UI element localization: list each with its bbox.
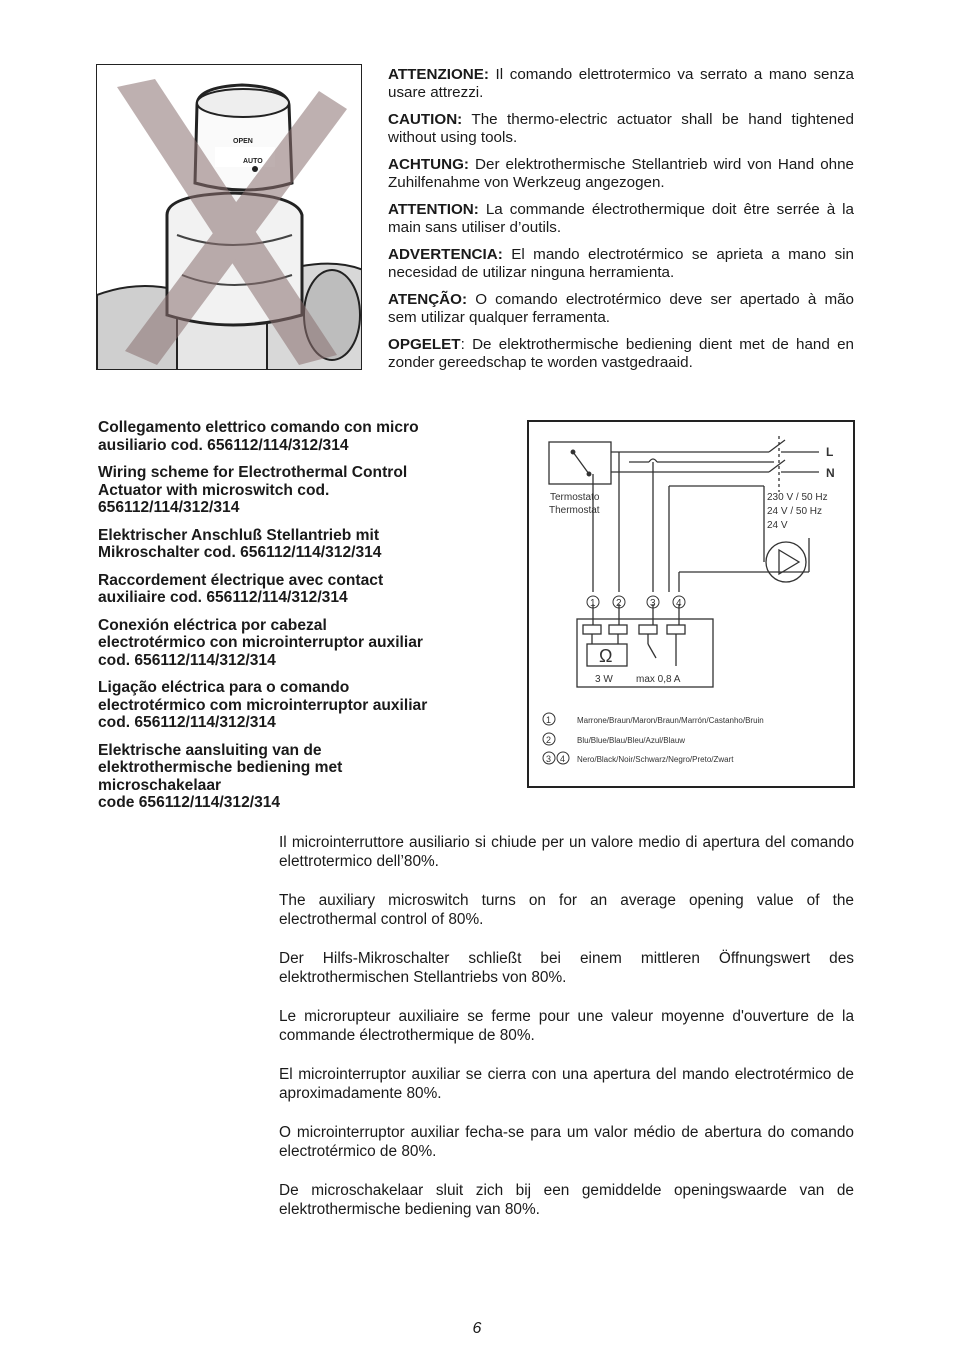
legend-marker-2: 2 (546, 735, 552, 745)
note-pt: O microinterruptor auxiliar fecha-se para um valor médio de abertura do comando electrotérmico de 80%. (279, 1124, 854, 1160)
warning-de: ACHTUNG: Der elektrothermische Stellantrieb wird von Hand ohne Zuhilfenahme von Werkzeug angezogen. (388, 156, 854, 191)
wiring-diagram (527, 420, 855, 788)
actuator-photo (96, 64, 362, 370)
label-L: L (826, 445, 834, 459)
note-es: El microinterruptor auxiliar se cierra con una apertura del mando electrotérmico de aproximadamente 80%. (279, 1066, 854, 1102)
terminal-1-label: 1 (590, 598, 596, 609)
voltage-3: 24 V (767, 520, 788, 531)
warning-pt: ATENÇÃO: O comando electrotérmico deve ser apertado à mão sem utilizar qualquer ferramenta. (388, 291, 854, 326)
warning-fr: ATTENTION: La commande électrothermique doit être serrée à la main sans utiliser d’outils. (388, 201, 854, 236)
title-fr: Raccordement électrique avec contact auxiliaire cod. 656112/114/312/314 (98, 571, 384, 606)
warning-en: CAUTION: The thermo-electric actuator shall be hand tightened without using tools. (388, 111, 854, 146)
thermostat-label-en: Thermostat (549, 505, 600, 516)
title-it: Collegamento elettrico comando con micro ausiliario cod. 656112/114/312/314 (98, 419, 419, 454)
note-de: Der Hilfs-Mikroschalter schließt bei einem mittleren Öffnungswert des elektrothermischen Stellantriebs von 80%. (279, 950, 854, 986)
warning-list (388, 66, 854, 381)
title-en: Wiring scheme for Electrothermal Control Actuator with microswitch cod. 656112/114/312/314 (98, 464, 408, 516)
wiring-diagram-drawing (529, 422, 853, 786)
voltage-2: 24 V / 50 Hz (767, 506, 823, 517)
title-de: Elektrischer Anschluß Stellantrieb mit Mikroschalter cod. 656112/114/312/314 (98, 526, 382, 561)
thermostat-switch (573, 452, 589, 474)
voltage-1: 230 V / 50 Hz (767, 492, 828, 503)
terminal-3-label: 3 (650, 598, 656, 609)
legend-marker-34-a: 3 (546, 754, 552, 764)
label-N: N (826, 466, 835, 480)
power-label: 3 W (595, 674, 613, 685)
page-number: 6 (472, 1320, 482, 1337)
note-en: The auxiliary microswitch turns on for an average opening value of the electrothermal control of 80%. (279, 892, 854, 928)
title-nl: Elektrische aansluiting van de elektrothermische bediening met microschakelaar code 656112/114/312/314 (98, 741, 343, 811)
warning-nl: OPGELET: De elektrothermische bediening dient met de hand en zonder gereedschap te worden vastgedraaid. (388, 336, 854, 371)
terminal-4-label: 4 (676, 598, 682, 609)
terminal-2-label: 2 (616, 598, 622, 609)
open-label: OPEN (233, 138, 253, 145)
title-pt: Ligação eléctrica para o comando electrotérmico com microinterruptor auxiliar cod. 656112/114/312/314 (98, 679, 428, 731)
actuator-illustration (97, 65, 362, 370)
switch-L (769, 440, 785, 452)
legend-text-1: Marrone/Braun/Maron/Braun/Marrón/Castanho/Bruin (577, 716, 764, 725)
legend-marker-34-b: 4 (560, 754, 566, 764)
wiring-titles (98, 419, 508, 822)
omega-symbol: Ω (599, 646, 613, 666)
note-it: Il microinterruttore ausiliario si chiude per un valore medio di apertura del comando elettrotermico dell’80%. (279, 834, 854, 870)
warning-es: ADVERTENCIA: El mando electrotérmico se aprieta a mano sin necesidad de utilizar ninguna herramienta. (388, 246, 854, 281)
note-fr: Le microrupteur auxiliaire se ferme pour une valeur moyenne d'ouverture de la commande électrothermique de 80%. (279, 1008, 854, 1044)
thermostat-label-it: Termostato (550, 492, 600, 503)
legend-text-2: Blu/Blue/Blau/Bleu/Azul/Blauw (577, 736, 686, 745)
note-nl: De microschakelaar sluit zich bij een gemiddelde openingswaarde van de elektrothermische bediening van 80%. (279, 1182, 854, 1218)
auto-label: AUTO (243, 158, 263, 165)
warning-it: ATTENZIONE: Il comando elettrotermico va serrato a mano senza usare attrezzi. (388, 66, 854, 101)
microswitch-notes (279, 833, 854, 1239)
current-label: max 0,8 A (636, 674, 681, 685)
title-es: Conexión eléctrica por cabezal electrotérmico con microinterruptor auxiliar cod. 656112/114/312/314 (98, 616, 423, 669)
legend-text-34: Nero/Black/Noir/Schwarz/Negro/Preto/Zwart (577, 755, 734, 764)
thermostat-box (549, 442, 611, 484)
microswitch (648, 644, 656, 658)
legend-marker-1: 1 (546, 715, 552, 725)
